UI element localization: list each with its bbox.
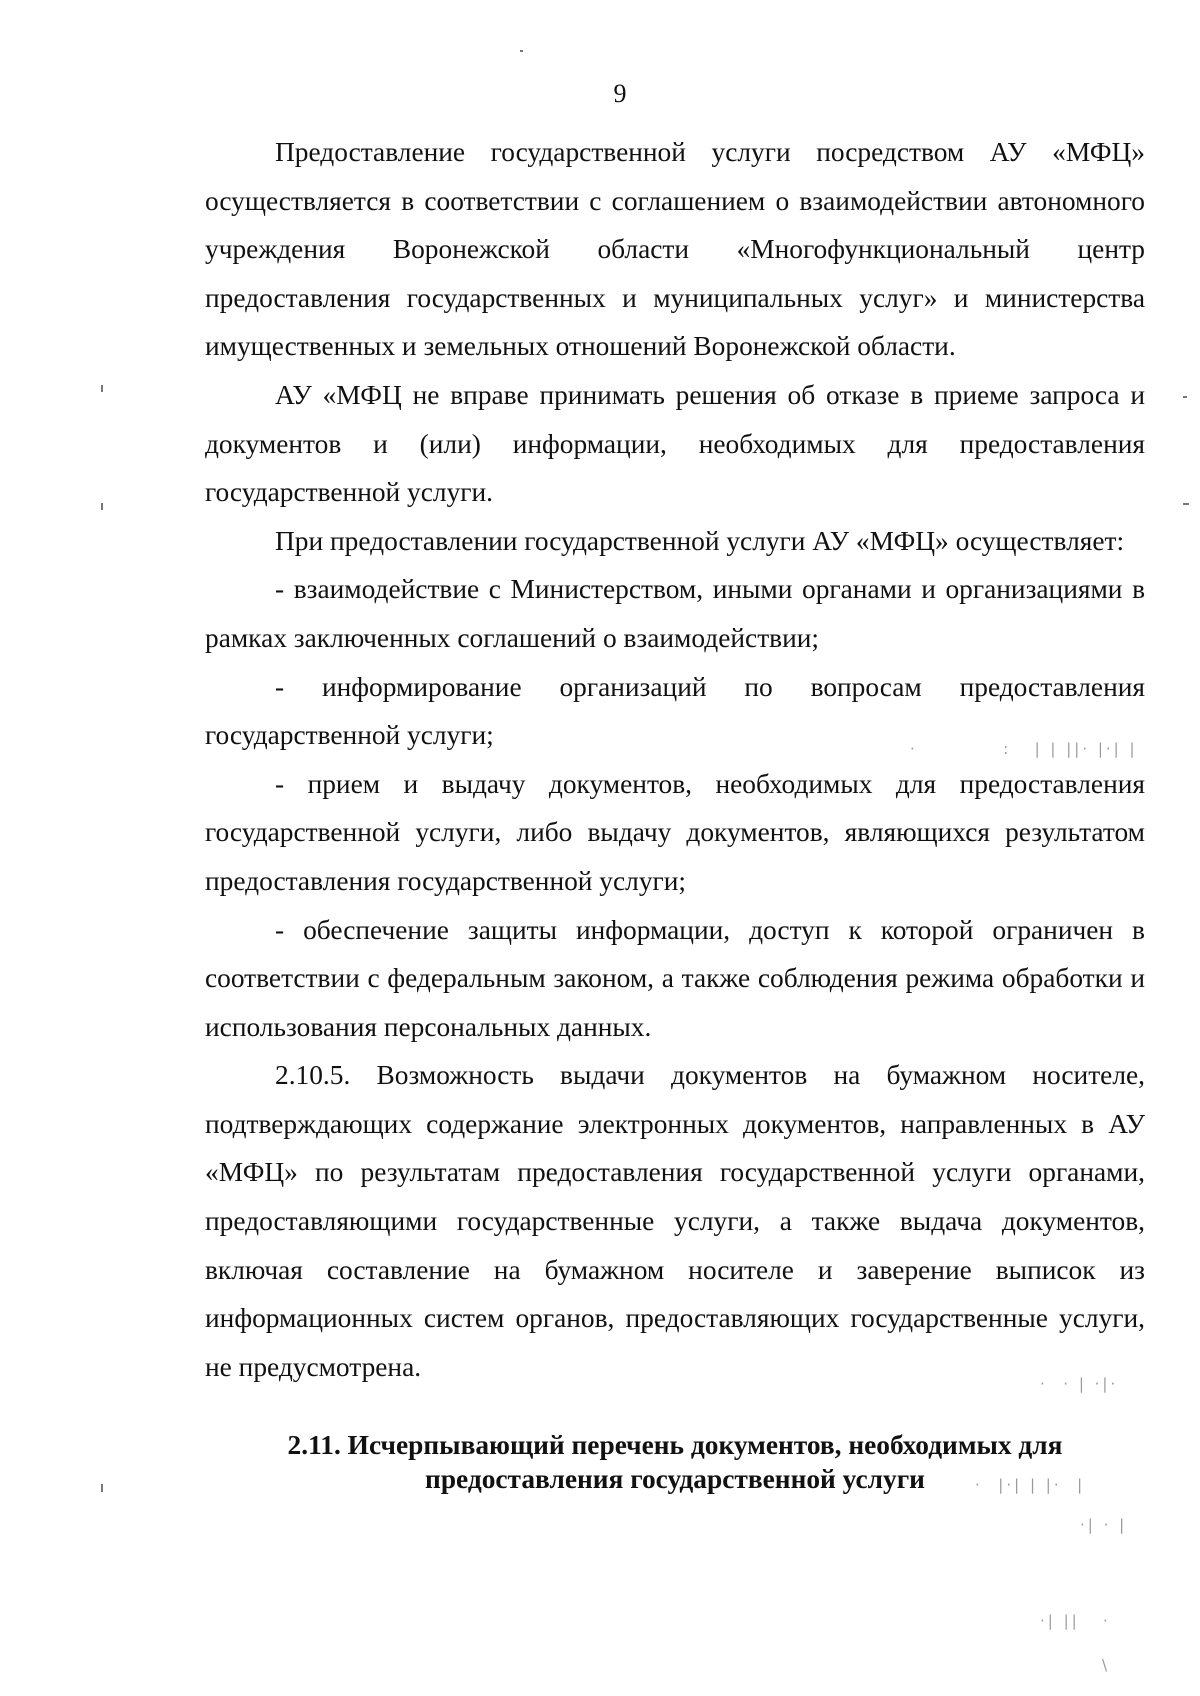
section-heading-line-2: предоставления государственной услуги	[425, 1464, 925, 1494]
list-item-informing: - информирование организаций по вопросам предоставления государственной услуги;	[205, 671, 1145, 751]
page-number: 9	[613, 79, 627, 108]
section-heading-line-1: 2.11. Исчерпывающий перечень документов, необходимых для	[287, 1430, 1063, 1460]
scan-mark	[520, 50, 523, 52]
scan-mark	[1183, 396, 1187, 398]
scan-mark: ·| || ·	[1040, 1612, 1111, 1630]
scan-mark	[1183, 503, 1189, 505]
scan-mark: · · | ·|·	[1040, 1375, 1119, 1393]
scan-mark: · : | | ||· |·| |	[910, 740, 1138, 758]
list-item-data-protection: - обеспечение защиты информации, доступ к которой ограничен в соответствии с федеральным законом, а также соблюдения режима обработки и использования персональных данных.	[205, 914, 1145, 1042]
list-item-document-issue: - прием и выдачу документов, необходимых для предоставления государственной услуги, либо выдачу документов, являющихся результатом предоставления государственной услуги;	[205, 768, 1145, 896]
scan-mark: · |·| | |· |	[975, 1476, 1086, 1494]
paragraph-mfc-agreement: Предоставление государственной услуги посредством АУ «МФЦ» осуществляется в соответствии с соглашением о взаимодействии автономного учреждения Воронежской области «Многофункциональный центр предоставления государственных и муниципальных услуг» и министерства имущественных и земельных отношений Воронежской области.	[205, 137, 1145, 362]
paragraph-mfc-functions: При предоставлении государственной услуги АУ «МФЦ» осуществляет:	[275, 525, 1125, 556]
scan-mark	[101, 503, 103, 510]
document-body	[205, 128, 1145, 1391]
scan-mark: ·| · |	[1080, 1516, 1128, 1534]
scan-mark: \	[1102, 1656, 1111, 1674]
paragraph-2-10-5: 2.10.5. Возможность выдачи документов на бумажном носителе, подтверждающих содержание электронных документов, направленных в АУ «МФЦ» по результатам предоставления государственной услуги органами, предоставляющими государственные услуги, а также выдача документов, включая составление на бумажном носителе и заверение выписок из информационных систем органов, предоставляющих государственные услуги, не предусмотрена.	[205, 1060, 1145, 1382]
scan-mark	[101, 1484, 103, 1492]
paragraph-mfc-refusal: АУ «МФЦ не вправе принимать решения об отказе в приеме запроса и документов и (или) информации, необходимых для предоставления государственной услуги.	[205, 379, 1145, 508]
scan-mark	[101, 385, 103, 392]
list-item-interaction: - взаимодействие с Министерством, иными органами и организациями в рамках заключенных соглашений о взаимодействии;	[205, 574, 1145, 653]
